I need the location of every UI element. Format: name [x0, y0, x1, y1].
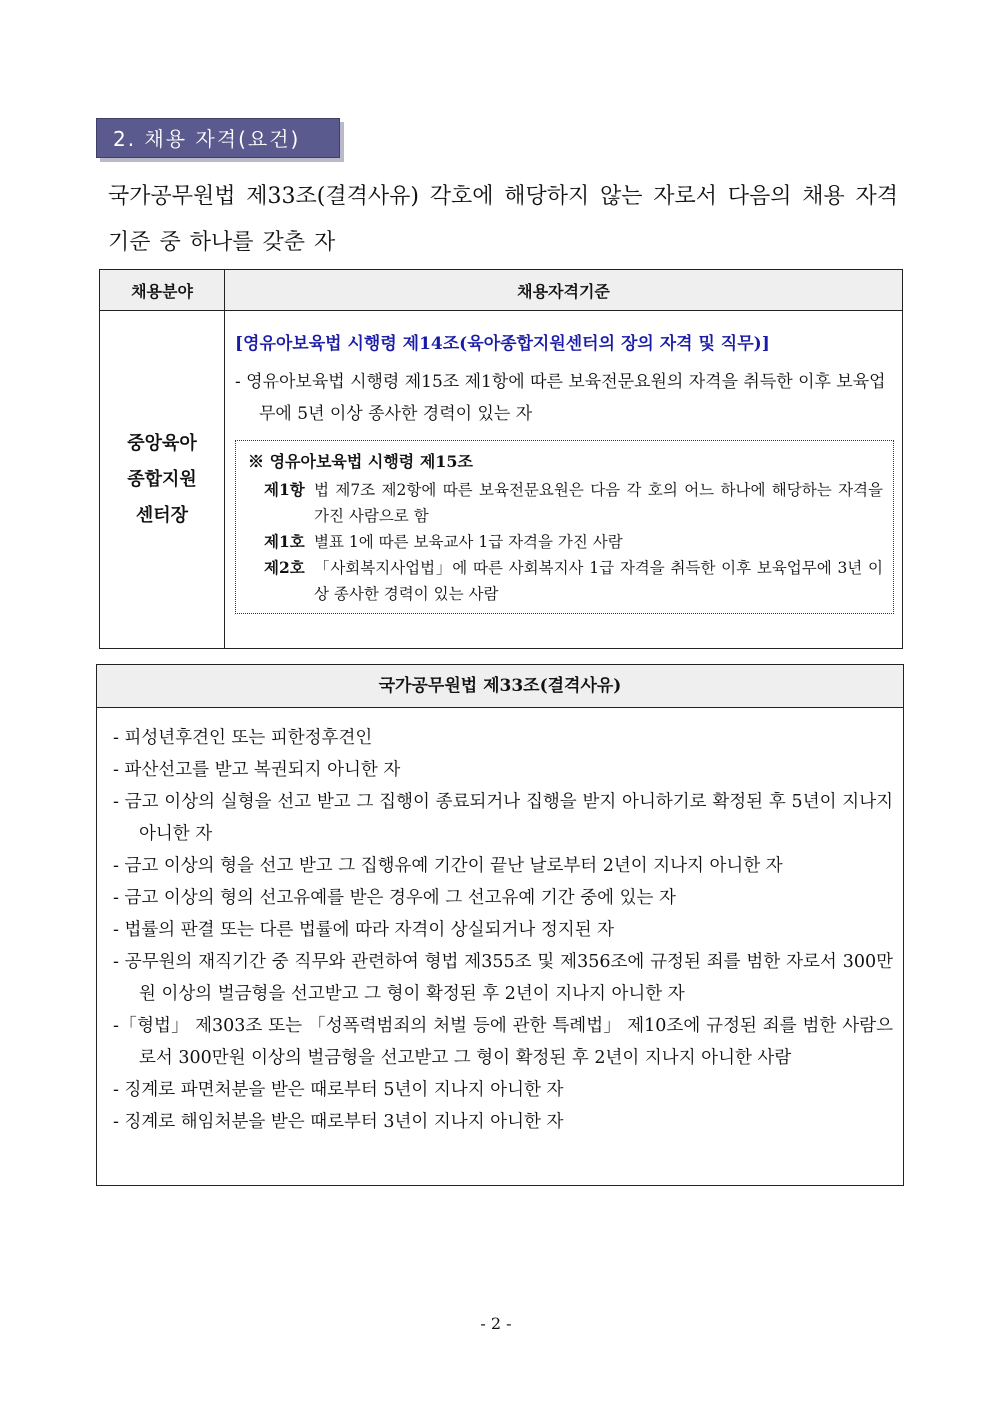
disqualification-list	[97, 708, 903, 1138]
list-item: -「형법」 제303조 또는 「성폭력범죄의 처벌 등에 관한 특례법」 제10조에 규정된 죄를 범한 사람으로서 300만원 이상의 벌금형을 선고받고 그 형이 확정된 후 2년이 지나지 아니한 사람	[113, 1016, 893, 1068]
table-header-row	[100, 270, 903, 311]
header-criteria: 채용자격기준	[225, 270, 903, 311]
list-item: - 징계로 파면처분을 받은 때로부터 5년이 지나지 아니한 자	[113, 1080, 564, 1100]
note-label: 제2호	[264, 558, 305, 577]
note-row	[248, 555, 883, 607]
note-row	[248, 477, 883, 529]
note-label: 제1호	[264, 532, 305, 551]
list-item: - 금고 이상의 형을 선고 받고 그 집행유예 기간이 끝난 날로부터 2년이 지나지 아니한 자	[113, 856, 783, 876]
list-item: - 금고 이상의 실형을 선고 받고 그 집행이 종료되거나 집행을 받지 아니하기로 확정된 후 5년이 지나지 아니한 자	[113, 792, 893, 844]
note-title: ※ 영유아보육법 시행령 제15조	[248, 452, 473, 471]
note-text: 별표 1에 따른 보육교사 1급 자격을 가진 사람	[314, 533, 623, 551]
list-item: - 법률의 판결 또는 다른 법률에 따라 자격이 상실되거나 정지된 자	[113, 920, 615, 940]
header-field: 채용분야	[100, 270, 225, 311]
note-box	[235, 440, 894, 614]
list-item: - 징계로 해임처분을 받은 때로부터 3년이 지나지 아니한 자	[113, 1112, 564, 1132]
table-row	[100, 311, 903, 649]
criteria-cell	[225, 311, 903, 649]
note-text: 법 제7조 제2항에 따른 보육전문요원은 다음 각 호의 어느 하나에 해당하는 자격을 가진 사람으로 함	[314, 481, 883, 525]
page-number: - 2 -	[480, 1314, 512, 1333]
field-name: 중앙육아 종합지원 센터장	[127, 432, 197, 526]
note-label: 제1항	[264, 480, 305, 499]
disqualification-box	[96, 664, 904, 1186]
note-text: 「사회복지사업법」에 따른 사회복지사 1급 자격을 취득한 이후 보육업무에 3년 이상 종사한 경력이 있는 사람	[314, 559, 883, 603]
list-item: - 금고 이상의 형의 선고유예를 받은 경우에 그 선고유예 기간 중에 있는 자	[113, 888, 676, 908]
list-item: - 파산선고를 받고 복권되지 아니한 자	[113, 760, 401, 780]
list-item: - 공무원의 재직기간 중 직무와 관련하여 형법 제355조 및 제356조에 규정된 죄를 범한 자로서 300만원 이상의 벌금형을 선고받고 그 형이 확정된 후 2년이 지나지 아니한 자	[113, 952, 893, 1004]
qualification-table	[99, 269, 903, 649]
list-item: - 피성년후견인 또는 피한정후견인	[113, 728, 373, 748]
section-heading: 2. 채용 자격(요건)	[96, 118, 340, 158]
field-cell	[100, 311, 225, 649]
note-row	[248, 529, 883, 555]
law-title: [영유아보육법 시행령 제14조(육아종합지원센터의 장의 자격 및 직무)]	[235, 334, 770, 354]
intro-paragraph: 국가공무원법 제33조(결격사유) 각호에 해당하지 않는 자로서 다음의 채용 자격 기준 중 하나를 갖춘 자	[108, 184, 898, 255]
criteria-item: - 영유아보육법 시행령 제15조 제1항에 따른 보육전문요원의 자격을 취득한 이후 보육업무에 5년 이상 종사한 경력이 있는 자	[235, 372, 886, 424]
disqualification-title: 국가공무원법 제33조(결격사유)	[97, 665, 903, 708]
